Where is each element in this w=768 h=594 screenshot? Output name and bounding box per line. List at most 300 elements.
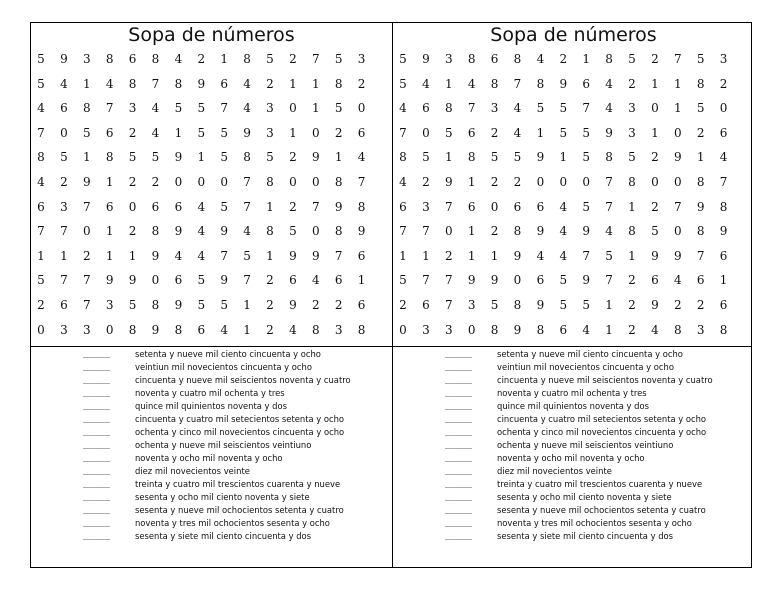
- grid-cell[interactable]: 0: [719, 101, 728, 116]
- grid-cell[interactable]: 0: [37, 322, 45, 337]
- grid-cell[interactable]: 1: [334, 150, 343, 165]
- grid-cell[interactable]: 1: [605, 322, 613, 337]
- grid-cell[interactable]: 6: [357, 248, 366, 263]
- grid-cell[interactable]: 2: [696, 125, 705, 140]
- grid-cell[interactable]: 1: [628, 248, 636, 263]
- grid-cell[interactable]: 6: [105, 199, 114, 214]
- grid-cell[interactable]: 7: [399, 125, 407, 140]
- grid-cell[interactable]: 6: [696, 273, 705, 288]
- grid-cell[interactable]: 5: [197, 273, 206, 288]
- grid-cell[interactable]: 5: [536, 101, 545, 116]
- grid-cell[interactable]: 5: [220, 125, 228, 140]
- grid-cell[interactable]: 8: [628, 224, 636, 239]
- answer-blank[interactable]: _____: [445, 492, 473, 502]
- grid-cell[interactable]: 0: [174, 174, 183, 189]
- grid-cell[interactable]: 5: [559, 273, 568, 288]
- grid-cell[interactable]: 8: [334, 224, 343, 239]
- answer-blank[interactable]: _____: [83, 531, 111, 541]
- grid-cell[interactable]: 2: [673, 297, 682, 312]
- grid-cell[interactable]: 6: [467, 199, 476, 214]
- grid-cell[interactable]: 8: [673, 322, 682, 337]
- grid-cell[interactable]: 1: [673, 76, 682, 91]
- grid-cell[interactable]: 0: [651, 174, 659, 189]
- answer-blank[interactable]: _____: [445, 518, 473, 528]
- grid-cell[interactable]: 7: [605, 199, 613, 214]
- grid-cell[interactable]: 8: [311, 322, 320, 337]
- answer-blank[interactable]: _____: [445, 531, 473, 541]
- grid-cell[interactable]: 9: [174, 150, 183, 165]
- grid-cell[interactable]: 7: [422, 273, 430, 288]
- answer-blank[interactable]: _____: [83, 414, 111, 424]
- grid-cell[interactable]: 5: [513, 150, 522, 165]
- answer-blank[interactable]: _____: [83, 401, 111, 411]
- grid-cell[interactable]: 6: [513, 199, 522, 214]
- answer-blank[interactable]: _____: [83, 505, 111, 515]
- grid-cell[interactable]: 1: [105, 224, 114, 239]
- grid-cell[interactable]: 4: [513, 125, 522, 140]
- grid-cell[interactable]: 3: [422, 322, 430, 337]
- grid-cell[interactable]: 6: [128, 52, 137, 66]
- grid-cell[interactable]: 9: [311, 248, 320, 263]
- grid-cell[interactable]: 4: [174, 52, 183, 66]
- answer-blank[interactable]: _____: [445, 440, 473, 450]
- grid-cell[interactable]: 6: [422, 297, 430, 312]
- grid-cell[interactable]: 5: [220, 297, 228, 312]
- grid-cell[interactable]: 7: [60, 224, 68, 239]
- grid-cell[interactable]: 3: [696, 322, 705, 337]
- grid-cell[interactable]: 9: [582, 273, 590, 288]
- grid-cell[interactable]: 1: [105, 174, 114, 189]
- grid-cell[interactable]: 9: [174, 297, 183, 312]
- grid-cell[interactable]: 4: [605, 224, 613, 239]
- answer-blank[interactable]: _____: [83, 479, 111, 489]
- grid-cell[interactable]: 6: [536, 199, 545, 214]
- grid-cell[interactable]: 4: [399, 174, 407, 189]
- grid-cell[interactable]: 9: [536, 150, 545, 165]
- grid-cell[interactable]: 4: [673, 273, 682, 288]
- grid-cell[interactable]: 2: [289, 199, 297, 214]
- grid-cell[interactable]: 2: [357, 76, 366, 91]
- grid-cell[interactable]: 9: [105, 273, 114, 288]
- grid-cell[interactable]: 1: [444, 150, 453, 165]
- grid-cell[interactable]: 3: [266, 125, 274, 140]
- grid-cell[interactable]: 4: [513, 101, 522, 116]
- grid-cell[interactable]: 4: [399, 101, 407, 116]
- grid-cell[interactable]: 5: [128, 297, 137, 312]
- grid-cell[interactable]: 1: [174, 125, 183, 140]
- grid-cell[interactable]: 9: [696, 199, 705, 214]
- grid-cell[interactable]: 8: [628, 174, 636, 189]
- grid-cell[interactable]: 5: [266, 52, 274, 66]
- grid-cell[interactable]: 0: [536, 174, 545, 189]
- grid-cell[interactable]: 7: [673, 199, 682, 214]
- grid-cell[interactable]: 3: [357, 52, 366, 66]
- answer-blank[interactable]: _____: [83, 349, 111, 359]
- grid-cell[interactable]: 9: [197, 76, 206, 91]
- grid-cell[interactable]: 5: [197, 125, 206, 140]
- grid-cell[interactable]: 9: [60, 52, 68, 66]
- grid-cell[interactable]: 3: [82, 322, 91, 337]
- grid-cell[interactable]: 1: [444, 76, 453, 91]
- grid-cell[interactable]: 9: [582, 224, 590, 239]
- grid-cell[interactable]: 2: [399, 297, 407, 312]
- grid-cell[interactable]: 5: [334, 52, 343, 66]
- grid-cell[interactable]: 0: [311, 224, 320, 239]
- answer-blank[interactable]: _____: [83, 466, 111, 476]
- answer-blank[interactable]: _____: [445, 375, 473, 385]
- grid-cell[interactable]: 7: [399, 224, 407, 239]
- grid-cell[interactable]: 8: [151, 224, 160, 239]
- answer-blank[interactable]: _____: [83, 453, 111, 463]
- grid-cell[interactable]: 7: [151, 76, 160, 91]
- grid-cell[interactable]: 0: [128, 199, 137, 214]
- grid-cell[interactable]: 5: [151, 150, 160, 165]
- grid-cell[interactable]: 9: [128, 273, 137, 288]
- grid-cell[interactable]: 5: [37, 273, 45, 288]
- grid-cell[interactable]: 1: [357, 273, 366, 288]
- grid-cell[interactable]: 9: [422, 52, 430, 66]
- grid-cell[interactable]: 4: [311, 273, 320, 288]
- grid-cell[interactable]: 3: [444, 52, 453, 66]
- grid-cell[interactable]: 5: [559, 101, 568, 116]
- grid-cell[interactable]: 1: [467, 174, 476, 189]
- grid-cell[interactable]: 2: [151, 174, 160, 189]
- grid-cell[interactable]: 8: [37, 150, 45, 165]
- grid-cell[interactable]: 2: [128, 125, 137, 140]
- grid-cell[interactable]: 3: [467, 297, 476, 312]
- grid-cell[interactable]: 7: [422, 224, 430, 239]
- grid-cell[interactable]: 6: [105, 125, 114, 140]
- grid-cell[interactable]: 0: [490, 199, 499, 214]
- grid-cell[interactable]: 5: [696, 101, 705, 116]
- grid-cell[interactable]: 8: [490, 76, 499, 91]
- grid-cell[interactable]: 5: [197, 101, 206, 116]
- grid-cell[interactable]: 9: [289, 248, 297, 263]
- answer-blank[interactable]: _____: [445, 453, 473, 463]
- grid-cell[interactable]: 4: [536, 52, 545, 66]
- grid-cell[interactable]: 5: [399, 52, 407, 66]
- grid-cell[interactable]: 5: [444, 125, 453, 140]
- grid-cell[interactable]: 7: [582, 101, 590, 116]
- grid-cell[interactable]: 7: [105, 101, 114, 116]
- grid-cell[interactable]: 4: [582, 322, 590, 337]
- grid-cell[interactable]: 5: [582, 125, 590, 140]
- grid-cell[interactable]: 2: [60, 174, 68, 189]
- grid-cell[interactable]: 5: [243, 248, 251, 263]
- grid-cell[interactable]: 9: [334, 199, 343, 214]
- grid-cell[interactable]: 2: [197, 52, 206, 66]
- grid-cell[interactable]: 2: [651, 52, 659, 66]
- grid-cell[interactable]: 4: [37, 101, 45, 116]
- grid-cell[interactable]: 0: [105, 322, 114, 337]
- grid-cell[interactable]: 8: [513, 297, 522, 312]
- grid-cell[interactable]: 6: [357, 125, 366, 140]
- grid-cell[interactable]: 2: [311, 297, 320, 312]
- answer-blank[interactable]: _____: [445, 349, 473, 359]
- answer-blank[interactable]: _____: [445, 362, 473, 372]
- grid-cell[interactable]: 3: [128, 101, 137, 116]
- grid-cell[interactable]: 8: [513, 52, 522, 66]
- grid-cell[interactable]: 8: [467, 52, 476, 66]
- grid-cell[interactable]: 1: [582, 52, 590, 66]
- grid-cell[interactable]: 5: [37, 52, 45, 66]
- grid-cell[interactable]: 6: [582, 76, 590, 91]
- grid-cell[interactable]: 5: [490, 297, 499, 312]
- grid-cell[interactable]: 3: [105, 297, 114, 312]
- grid-cell[interactable]: 9: [444, 174, 453, 189]
- answer-blank[interactable]: _____: [83, 388, 111, 398]
- grid-cell[interactable]: 8: [266, 174, 274, 189]
- grid-cell[interactable]: 5: [82, 125, 91, 140]
- grid-cell[interactable]: 2: [444, 248, 453, 263]
- grid-cell[interactable]: 8: [128, 322, 137, 337]
- grid-cell[interactable]: 8: [334, 76, 343, 91]
- grid-cell[interactable]: 0: [311, 174, 320, 189]
- answer-blank[interactable]: _____: [445, 414, 473, 424]
- grid-cell[interactable]: 1: [220, 52, 228, 66]
- grid-cell[interactable]: 9: [243, 125, 251, 140]
- grid-cell[interactable]: 1: [197, 150, 206, 165]
- grid-cell[interactable]: 6: [334, 273, 343, 288]
- grid-cell[interactable]: 4: [605, 76, 613, 91]
- grid-cell[interactable]: 5: [220, 199, 228, 214]
- grid-cell[interactable]: 3: [60, 199, 68, 214]
- grid-cell[interactable]: 5: [128, 150, 137, 165]
- grid-cell[interactable]: 4: [719, 150, 728, 165]
- grid-cell[interactable]: 2: [289, 52, 297, 66]
- grid-cell[interactable]: 1: [289, 76, 297, 91]
- grid-cell[interactable]: 9: [151, 322, 160, 337]
- grid-cell[interactable]: 1: [128, 248, 137, 263]
- grid-cell[interactable]: 8: [266, 224, 274, 239]
- grid-cell[interactable]: 0: [197, 174, 206, 189]
- grid-cell[interactable]: 8: [719, 322, 728, 337]
- grid-cell[interactable]: 4: [243, 76, 251, 91]
- grid-cell[interactable]: 3: [82, 52, 91, 66]
- grid-cell[interactable]: 2: [334, 125, 343, 140]
- grid-cell[interactable]: 1: [696, 150, 705, 165]
- grid-cell[interactable]: 2: [422, 174, 430, 189]
- grid-cell[interactable]: 9: [673, 150, 682, 165]
- grid-cell[interactable]: 8: [82, 101, 91, 116]
- grid-cell[interactable]: 8: [536, 322, 545, 337]
- grid-cell[interactable]: 2: [289, 150, 297, 165]
- grid-cell[interactable]: 2: [719, 76, 728, 91]
- grid-cell[interactable]: 0: [151, 273, 160, 288]
- grid-cell[interactable]: 9: [559, 76, 568, 91]
- grid-cell[interactable]: 1: [467, 248, 476, 263]
- grid-cell[interactable]: 4: [243, 101, 251, 116]
- grid-cell[interactable]: 2: [128, 224, 137, 239]
- grid-cell[interactable]: 0: [467, 322, 476, 337]
- grid-cell[interactable]: 8: [174, 76, 183, 91]
- grid-cell[interactable]: 2: [628, 76, 636, 91]
- grid-cell[interactable]: 1: [266, 199, 274, 214]
- grid-cell[interactable]: 1: [719, 273, 728, 288]
- grid-cell[interactable]: 2: [513, 174, 522, 189]
- grid-cell[interactable]: 8: [696, 174, 705, 189]
- answer-blank[interactable]: _____: [445, 427, 473, 437]
- grid-cell[interactable]: 7: [696, 248, 705, 263]
- grid-cell[interactable]: 9: [536, 297, 545, 312]
- grid-cell[interactable]: 4: [559, 224, 568, 239]
- grid-cell[interactable]: 6: [37, 199, 45, 214]
- grid-cell[interactable]: 0: [444, 224, 453, 239]
- grid-cell[interactable]: 8: [151, 297, 160, 312]
- grid-cell[interactable]: 0: [559, 174, 568, 189]
- grid-cell[interactable]: 9: [651, 248, 659, 263]
- grid-cell[interactable]: 6: [357, 297, 366, 312]
- grid-cell[interactable]: 8: [696, 224, 705, 239]
- grid-cell[interactable]: 7: [357, 174, 366, 189]
- grid-cell[interactable]: 5: [559, 297, 568, 312]
- grid-cell[interactable]: 4: [37, 174, 45, 189]
- grid-cell[interactable]: 7: [220, 248, 228, 263]
- answer-blank[interactable]: _____: [83, 375, 111, 385]
- grid-cell[interactable]: 4: [220, 322, 228, 337]
- answer-blank[interactable]: _____: [445, 505, 473, 515]
- grid-cell[interactable]: 6: [719, 297, 728, 312]
- grid-cell[interactable]: 8: [357, 199, 366, 214]
- grid-cell[interactable]: 9: [467, 273, 476, 288]
- grid-cell[interactable]: 3: [719, 52, 728, 66]
- grid-cell[interactable]: 0: [289, 101, 297, 116]
- grid-cell[interactable]: 2: [266, 297, 274, 312]
- grid-cell[interactable]: 5: [174, 101, 183, 116]
- grid-cell[interactable]: 2: [651, 199, 659, 214]
- grid-cell[interactable]: 8: [467, 150, 476, 165]
- grid-cell[interactable]: 5: [266, 150, 274, 165]
- grid-cell[interactable]: 7: [243, 273, 251, 288]
- grid-cell[interactable]: 6: [399, 199, 407, 214]
- grid-cell[interactable]: 6: [60, 297, 68, 312]
- grid-cell[interactable]: 4: [60, 76, 68, 91]
- grid-cell[interactable]: 7: [467, 101, 476, 116]
- grid-cell[interactable]: 4: [536, 248, 545, 263]
- grid-cell[interactable]: 8: [513, 224, 522, 239]
- grid-cell[interactable]: 7: [673, 52, 682, 66]
- grid-cell[interactable]: 4: [422, 76, 430, 91]
- grid-cell[interactable]: 8: [696, 76, 705, 91]
- grid-cell[interactable]: 1: [311, 101, 320, 116]
- grid-cell[interactable]: 9: [513, 322, 522, 337]
- grid-cell[interactable]: 0: [673, 125, 682, 140]
- grid-cell[interactable]: 9: [289, 297, 297, 312]
- grid-cell[interactable]: 6: [467, 125, 476, 140]
- grid-cell[interactable]: 2: [82, 248, 91, 263]
- grid-cell[interactable]: 0: [289, 174, 297, 189]
- grid-cell[interactable]: 7: [82, 297, 91, 312]
- grid-cell[interactable]: 8: [357, 322, 366, 337]
- grid-cell[interactable]: 0: [60, 125, 68, 140]
- grid-cell[interactable]: 9: [490, 273, 499, 288]
- grid-cell[interactable]: 7: [719, 174, 728, 189]
- grid-cell[interactable]: 8: [444, 101, 453, 116]
- grid-cell[interactable]: 6: [719, 125, 728, 140]
- answer-blank[interactable]: _____: [83, 362, 111, 372]
- answer-blank[interactable]: _____: [83, 427, 111, 437]
- answer-blank[interactable]: _____: [445, 401, 473, 411]
- answer-blank[interactable]: _____: [445, 466, 473, 476]
- grid-cell[interactable]: 3: [444, 322, 453, 337]
- grid-cell[interactable]: 1: [651, 76, 659, 91]
- grid-cell[interactable]: 3: [628, 125, 636, 140]
- grid-cell[interactable]: 7: [444, 297, 453, 312]
- grid-cell[interactable]: 7: [311, 52, 320, 66]
- grid-cell[interactable]: 2: [266, 273, 274, 288]
- grid-cell[interactable]: 4: [151, 101, 160, 116]
- grid-cell[interactable]: 0: [582, 174, 590, 189]
- grid-cell[interactable]: 1: [422, 248, 430, 263]
- grid-cell[interactable]: 7: [37, 125, 45, 140]
- grid-cell[interactable]: 4: [559, 248, 568, 263]
- grid-cell[interactable]: 5: [628, 150, 636, 165]
- grid-cell[interactable]: 9: [174, 224, 183, 239]
- grid-cell[interactable]: 9: [513, 248, 522, 263]
- grid-cell[interactable]: 2: [490, 174, 499, 189]
- grid-cell[interactable]: 5: [696, 52, 705, 66]
- grid-cell[interactable]: 4: [559, 199, 568, 214]
- answer-blank[interactable]: _____: [445, 388, 473, 398]
- grid-cell[interactable]: 5: [490, 150, 499, 165]
- grid-cell[interactable]: 7: [82, 273, 91, 288]
- grid-cell[interactable]: 4: [243, 224, 251, 239]
- grid-cell[interactable]: 6: [536, 273, 545, 288]
- grid-cell[interactable]: 2: [266, 322, 274, 337]
- grid-cell[interactable]: 5: [334, 101, 343, 116]
- grid-cell[interactable]: 5: [60, 150, 68, 165]
- grid-cell[interactable]: 4: [289, 322, 297, 337]
- grid-cell[interactable]: 2: [37, 297, 45, 312]
- grid-cell[interactable]: 2: [628, 273, 636, 288]
- grid-cell[interactable]: 8: [128, 76, 137, 91]
- grid-cell[interactable]: 1: [289, 125, 297, 140]
- grid-cell[interactable]: 8: [719, 199, 728, 214]
- grid-cell[interactable]: 7: [605, 273, 613, 288]
- grid-cell[interactable]: 9: [311, 150, 320, 165]
- grid-cell[interactable]: 0: [220, 174, 228, 189]
- grid-cell[interactable]: 7: [605, 174, 613, 189]
- grid-cell[interactable]: 9: [536, 224, 545, 239]
- grid-cell[interactable]: 5: [37, 76, 45, 91]
- grid-cell[interactable]: 6: [60, 101, 68, 116]
- grid-cell[interactable]: 8: [243, 150, 251, 165]
- grid-cell[interactable]: 2: [490, 224, 499, 239]
- grid-cell[interactable]: 1: [651, 125, 659, 140]
- grid-cell[interactable]: 1: [673, 101, 682, 116]
- grid-cell[interactable]: 6: [422, 101, 430, 116]
- grid-cell[interactable]: 9: [151, 248, 160, 263]
- grid-cell[interactable]: 8: [151, 52, 160, 66]
- grid-cell[interactable]: 1: [60, 248, 68, 263]
- grid-cell[interactable]: 1: [536, 125, 545, 140]
- grid-cell[interactable]: 6: [651, 273, 659, 288]
- grid-cell[interactable]: 3: [490, 101, 499, 116]
- grid-cell[interactable]: 8: [105, 52, 114, 66]
- grid-cell[interactable]: 9: [673, 248, 682, 263]
- grid-cell[interactable]: 7: [243, 199, 251, 214]
- grid-cell[interactable]: 1: [399, 248, 407, 263]
- grid-cell[interactable]: 7: [311, 199, 320, 214]
- grid-cell[interactable]: 0: [673, 174, 682, 189]
- grid-cell[interactable]: 9: [719, 224, 728, 239]
- grid-cell[interactable]: 4: [151, 125, 160, 140]
- grid-cell[interactable]: 3: [628, 101, 636, 116]
- grid-cell[interactable]: 3: [266, 101, 274, 116]
- grid-cell[interactable]: 2: [334, 297, 343, 312]
- grid-cell[interactable]: 9: [651, 297, 659, 312]
- grid-cell[interactable]: 5: [399, 76, 407, 91]
